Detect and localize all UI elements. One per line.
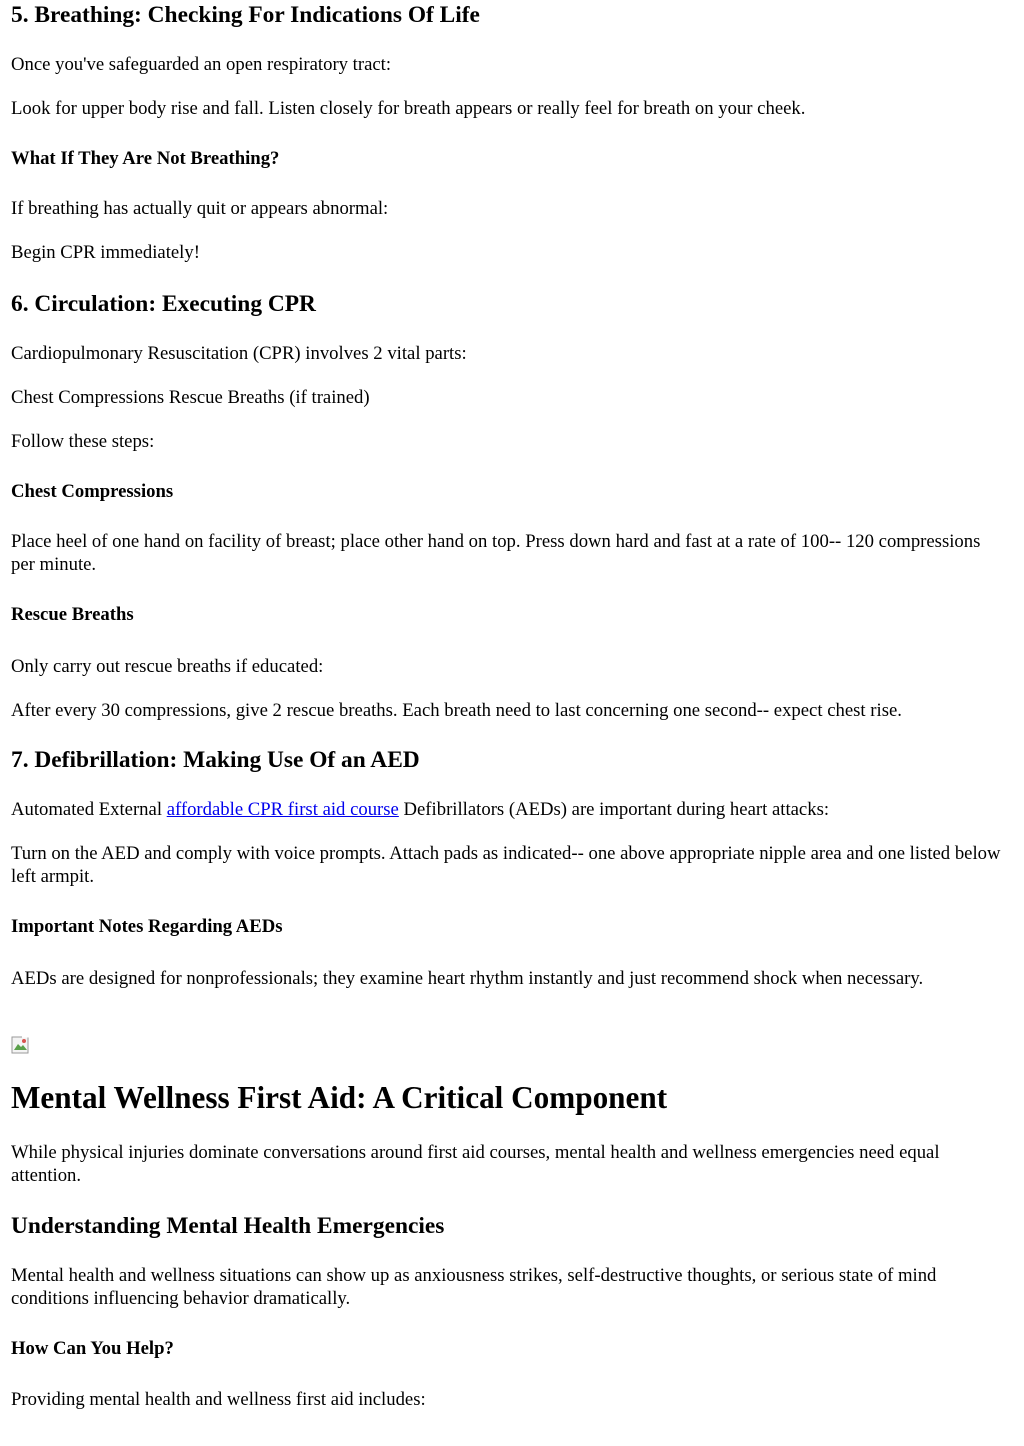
paragraph: AEDs are designed for nonprofessionals; they examine heart rhythm instantly and just recommend shock when necessary. (11, 968, 924, 989)
text-segment: Defibrillators (AEDs) are important during heart attacks: (398, 799, 830, 820)
paragraph: Only carry out rescue breaths if educated: (11, 656, 324, 677)
heading-defibrillation: 7. Defibrillation: Making Use Of an AED (11, 747, 420, 773)
paragraph: Cardiopulmonary Resuscitation (CPR) involves 2 vital parts: (11, 343, 467, 364)
paragraph: Begin CPR immediately! (11, 242, 200, 263)
paragraph: While physical injuries dominate conversations around first aid courses, mental health and wellness emergencies need equal attention. (11, 1142, 940, 1186)
heading-aed-notes: Important Notes Regarding AEDs (11, 916, 283, 937)
heading-chest-compressions: Chest Compressions (11, 481, 174, 502)
heading-circulation: 6. Circulation: Executing CPR (11, 291, 316, 317)
paragraph: After every 30 compressions, give 2 rescue breaths. Each breath need to last concerning one second-- expect chest rise. (11, 700, 902, 721)
paragraph: Once you've safeguarded an open respiratory tract: (11, 54, 392, 75)
heading-not-breathing: What If They Are Not Breathing? (11, 148, 280, 169)
paragraph: Place heel of one hand on facility of breast; place other hand on top. Press down hard and fast at a rate of 100-- 120 compressions per minute. (11, 531, 981, 575)
heading-rescue-breaths: Rescue Breaths (11, 604, 134, 625)
cpr-course-link[interactable]: affordable CPR first aid course (166, 799, 399, 820)
text-segment: Automated External (11, 799, 167, 820)
broken-image-icon (11, 1035, 31, 1055)
paragraph-aed-intro (11, 798, 1002, 821)
paragraph: Follow these steps: (11, 431, 155, 452)
heading-understanding: Understanding Mental Health Emergencies (11, 1213, 445, 1239)
paragraph: Turn on the AED and comply with voice prompts. Attach pads as indicated-- one above appropriate nipple area and one listed below left armpit. (11, 843, 1001, 887)
paragraph: If breathing has actually quit or appears abnormal: (11, 198, 389, 219)
paragraph: Look for upper body rise and fall. Listen closely for breath appears or really feel for breath on your cheek. (11, 98, 806, 119)
heading-breathing: 5. Breathing: Checking For Indications Of Life (11, 2, 480, 28)
heading-mental-wellness: Mental Wellness First Aid: A Critical Component (11, 1080, 668, 1115)
heading-how-help: How Can You Help? (11, 1338, 174, 1359)
paragraph: Mental health and wellness situations can show up as anxiousness strikes, self-destructive thoughts, or serious state of mind conditions influencing behavior dramatically. (11, 1265, 937, 1309)
paragraph: Providing mental health and wellness first aid includes: (11, 1389, 426, 1410)
paragraph: Chest Compressions Rescue Breaths (if trained) (11, 387, 370, 408)
